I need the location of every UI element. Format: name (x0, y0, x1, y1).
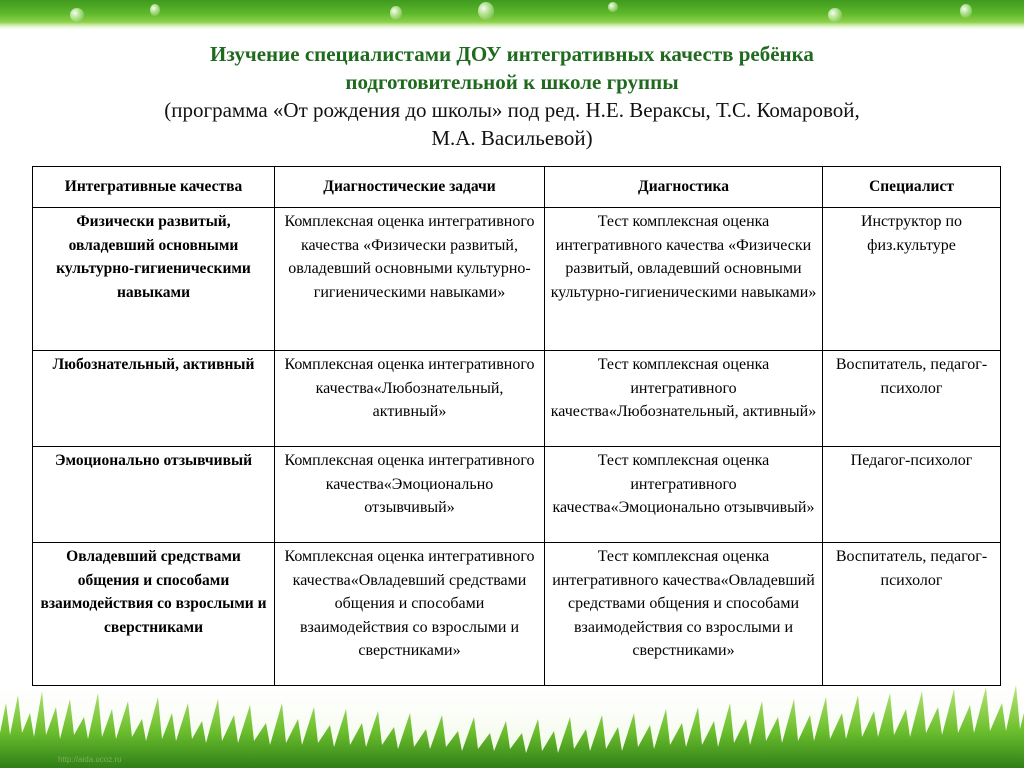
cell-task: Комплексная оценка интегративного качества«Овладевший средствами общения и способами взаимодействия со взрослыми и сверстниками» (275, 543, 545, 686)
header-diagnostics: Диагностика (545, 167, 823, 208)
cell-diagnostics: Тест комплексная оценка интегративного качества«Любознательный, активный» (545, 351, 823, 447)
title-line-1: Изучение специалистами ДОУ интегративных качеств ребёнка (210, 42, 814, 66)
table-row (33, 208, 1001, 351)
cell-quality: Овладевший средствами общения и способами взаимодействия со взрослыми и сверстниками (33, 543, 275, 686)
cell-specialist: Воспитатель, педагог-психолог (823, 351, 1001, 447)
water-drop-decoration (70, 8, 84, 22)
header-specialist: Специалист (823, 167, 1001, 208)
cell-diagnostics: Тест комплексная оценка интегративного качества «Физически развитый, овладевший основными культурно-гигиеническими навыками» (545, 208, 823, 351)
cell-task: Комплексная оценка интегративного качества«Любознательный, активный» (275, 351, 545, 447)
cell-diagnostics: Тест комплексная оценка интегративного качества«Овладевший средствами общения и способами взаимодействия со взрослыми и сверстниками» (545, 543, 823, 686)
title-line-3: (программа «От рождения до школы» под ред. Н.Е. Вераксы, Т.С. Комаровой, (164, 98, 860, 122)
cell-diagnostics: Тест комплексная оценка интегративного качества«Эмоционально отзывчивый» (545, 447, 823, 543)
table-row (33, 351, 1001, 447)
footer-url: http://aida.ucoz.ru (58, 755, 122, 764)
slide-title (0, 40, 1024, 152)
cell-specialist: Инструктор по физ.культуре (823, 208, 1001, 351)
cell-specialist: Педагог-психолог (823, 447, 1001, 543)
bottom-grass-decoration (0, 673, 1024, 768)
cell-task: Комплексная оценка интегративного качества«Эмоционально отзывчивый» (275, 447, 545, 543)
table-header-row (33, 167, 1001, 208)
water-drop-decoration (390, 6, 402, 20)
table-row (33, 543, 1001, 686)
cell-task: Комплексная оценка интегративного качества «Физически развитый, овладевший основными культурно-гигиеническими навыками» (275, 208, 545, 351)
title-line-4: М.А. Васильевой) (431, 126, 593, 150)
water-drop-decoration (478, 2, 494, 20)
water-drop-decoration (828, 8, 842, 22)
table-row (33, 447, 1001, 543)
water-drop-decoration (150, 4, 160, 16)
cell-specialist: Воспитатель, педагог-психолог (823, 543, 1001, 686)
title-line-2: подготовительной к школе группы (345, 70, 679, 94)
cell-quality: Любознательный, активный (33, 351, 275, 447)
cell-quality: Эмоционально отзывчивый (33, 447, 275, 543)
diagnostics-table-container (32, 166, 1000, 686)
cell-quality: Физически развитый, овладевший основными культурно-гигиеническими навыками (33, 208, 275, 351)
water-drop-decoration (960, 4, 972, 18)
header-quality: Интегративные качества (33, 167, 275, 208)
water-drop-decoration (608, 2, 618, 12)
diagnostics-table (32, 166, 1001, 686)
header-task: Диагностические задачи (275, 167, 545, 208)
